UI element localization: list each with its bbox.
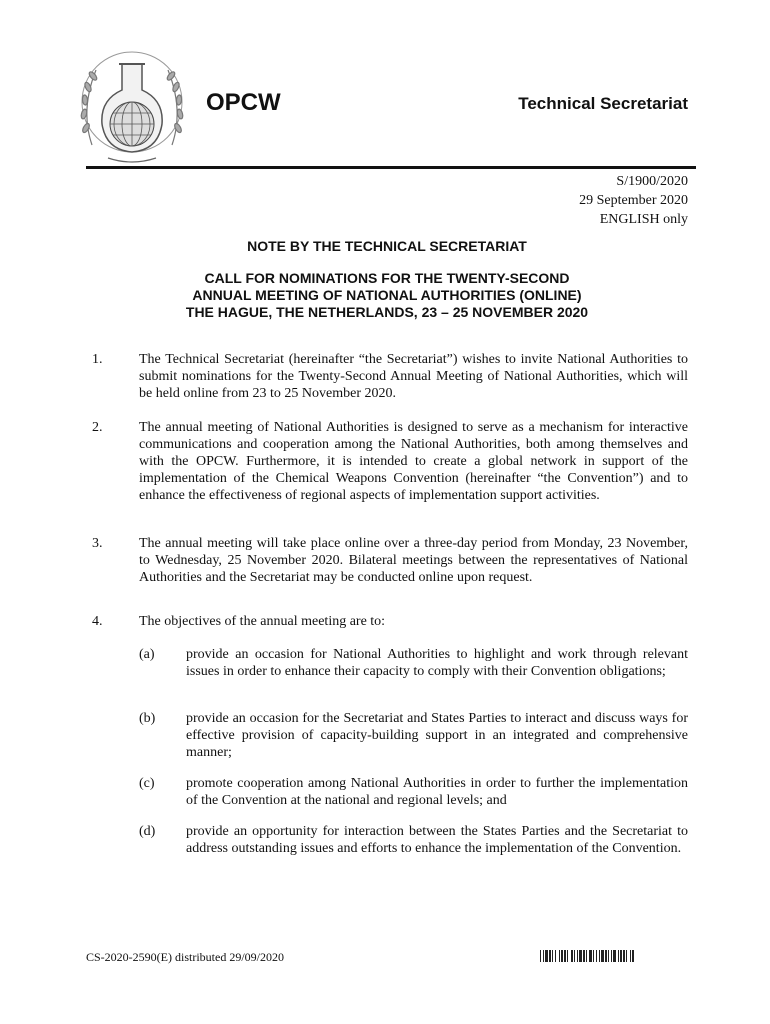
organization-name: OPCW xyxy=(206,89,281,116)
objective-b xyxy=(139,710,688,761)
header-divider xyxy=(86,166,696,169)
paragraph-number: 2. xyxy=(92,420,103,435)
objective-label: (b) xyxy=(139,711,156,726)
call-title-line: CALL FOR NOMINATIONS FOR THE TWENTY-SECOND xyxy=(204,270,570,286)
document-meta xyxy=(579,172,688,229)
objective-label: (a) xyxy=(139,647,155,662)
paragraph-number: 3. xyxy=(92,536,103,551)
objective-text: provide an occasion for National Authorities to highlight and work through relevant issues in order to enhance their capacity to comply with their Convention obligations; xyxy=(186,647,688,679)
paragraph-4 xyxy=(92,613,688,630)
secretariat-name: Technical Secretariat xyxy=(518,94,688,113)
objective-text: provide an occasion for the Secretariat and States Parties to interact and discuss ways for effective provision of capacity-building support in an integrated and comprehensive manner; xyxy=(186,711,688,760)
call-title-line: THE HAGUE, THE NETHERLANDS, 23 – 25 NOVEMBER 2020 xyxy=(185,304,589,320)
objective-text: provide an opportunity for interaction between the States Parties and the Secretariat to address outstanding issues and efforts to enhance the implementation of the Convention. xyxy=(186,824,688,856)
paragraph-1 xyxy=(92,351,688,402)
paragraph-text: The objectives of the annual meeting are to: xyxy=(139,614,386,629)
paragraph-3 xyxy=(92,535,688,586)
paragraph-number: 1. xyxy=(92,352,103,367)
objective-c xyxy=(139,775,688,809)
barcode-icon xyxy=(540,950,676,962)
objective-d xyxy=(139,823,688,857)
paragraph-number: 4. xyxy=(92,614,103,629)
opcw-emblem-logo xyxy=(78,50,186,172)
document-symbol: S/1900/2020 xyxy=(616,174,688,189)
objective-label: (d) xyxy=(139,824,156,839)
call-title xyxy=(86,270,688,321)
paragraph-text: The annual meeting will take place online over a three-day period from Monday, 23 November, to Wednesday, 25 November 2020. Bilateral meetings between the representatives of National Authorities and the Secretariat may be conducted online upon request. xyxy=(139,536,688,585)
objective-a xyxy=(139,646,688,680)
distribution-reference: CS-2020-2590(E) distributed 29/09/2020 xyxy=(86,950,284,964)
paragraph-text: The annual meeting of National Authorities is designed to serve as a mechanism for interactive communications and cooperation among the National Authorities, both among themselves and with the OPCW. Furthermore, it is intended to create a global network in support of the implementation of the Chemical Weapons Convention (hereinafter “the Convention”) and to enhance the effectiveness of regional aspects of implementation support activities. xyxy=(139,420,688,503)
call-title-line: ANNUAL MEETING OF NATIONAL AUTHORITIES (ONLINE) xyxy=(192,287,582,303)
objective-label: (c) xyxy=(139,776,155,791)
paragraph-text: The Technical Secretariat (hereinafter “the Secretariat”) wishes to invite National Authorities to submit nominations for the Twenty-Second Annual Meeting of National Authorities, which will be held online from 23 to 25 November 2020. xyxy=(139,352,688,401)
note-title: NOTE BY THE TECHNICAL SECRETARIAT xyxy=(247,238,527,254)
objective-text: promote cooperation among National Authorities in order to further the implementation of the Convention at the national and regional levels; and xyxy=(186,776,688,808)
document-language: ENGLISH only xyxy=(599,212,688,227)
document-date: 29 September 2020 xyxy=(579,193,688,208)
paragraph-2 xyxy=(92,419,688,504)
